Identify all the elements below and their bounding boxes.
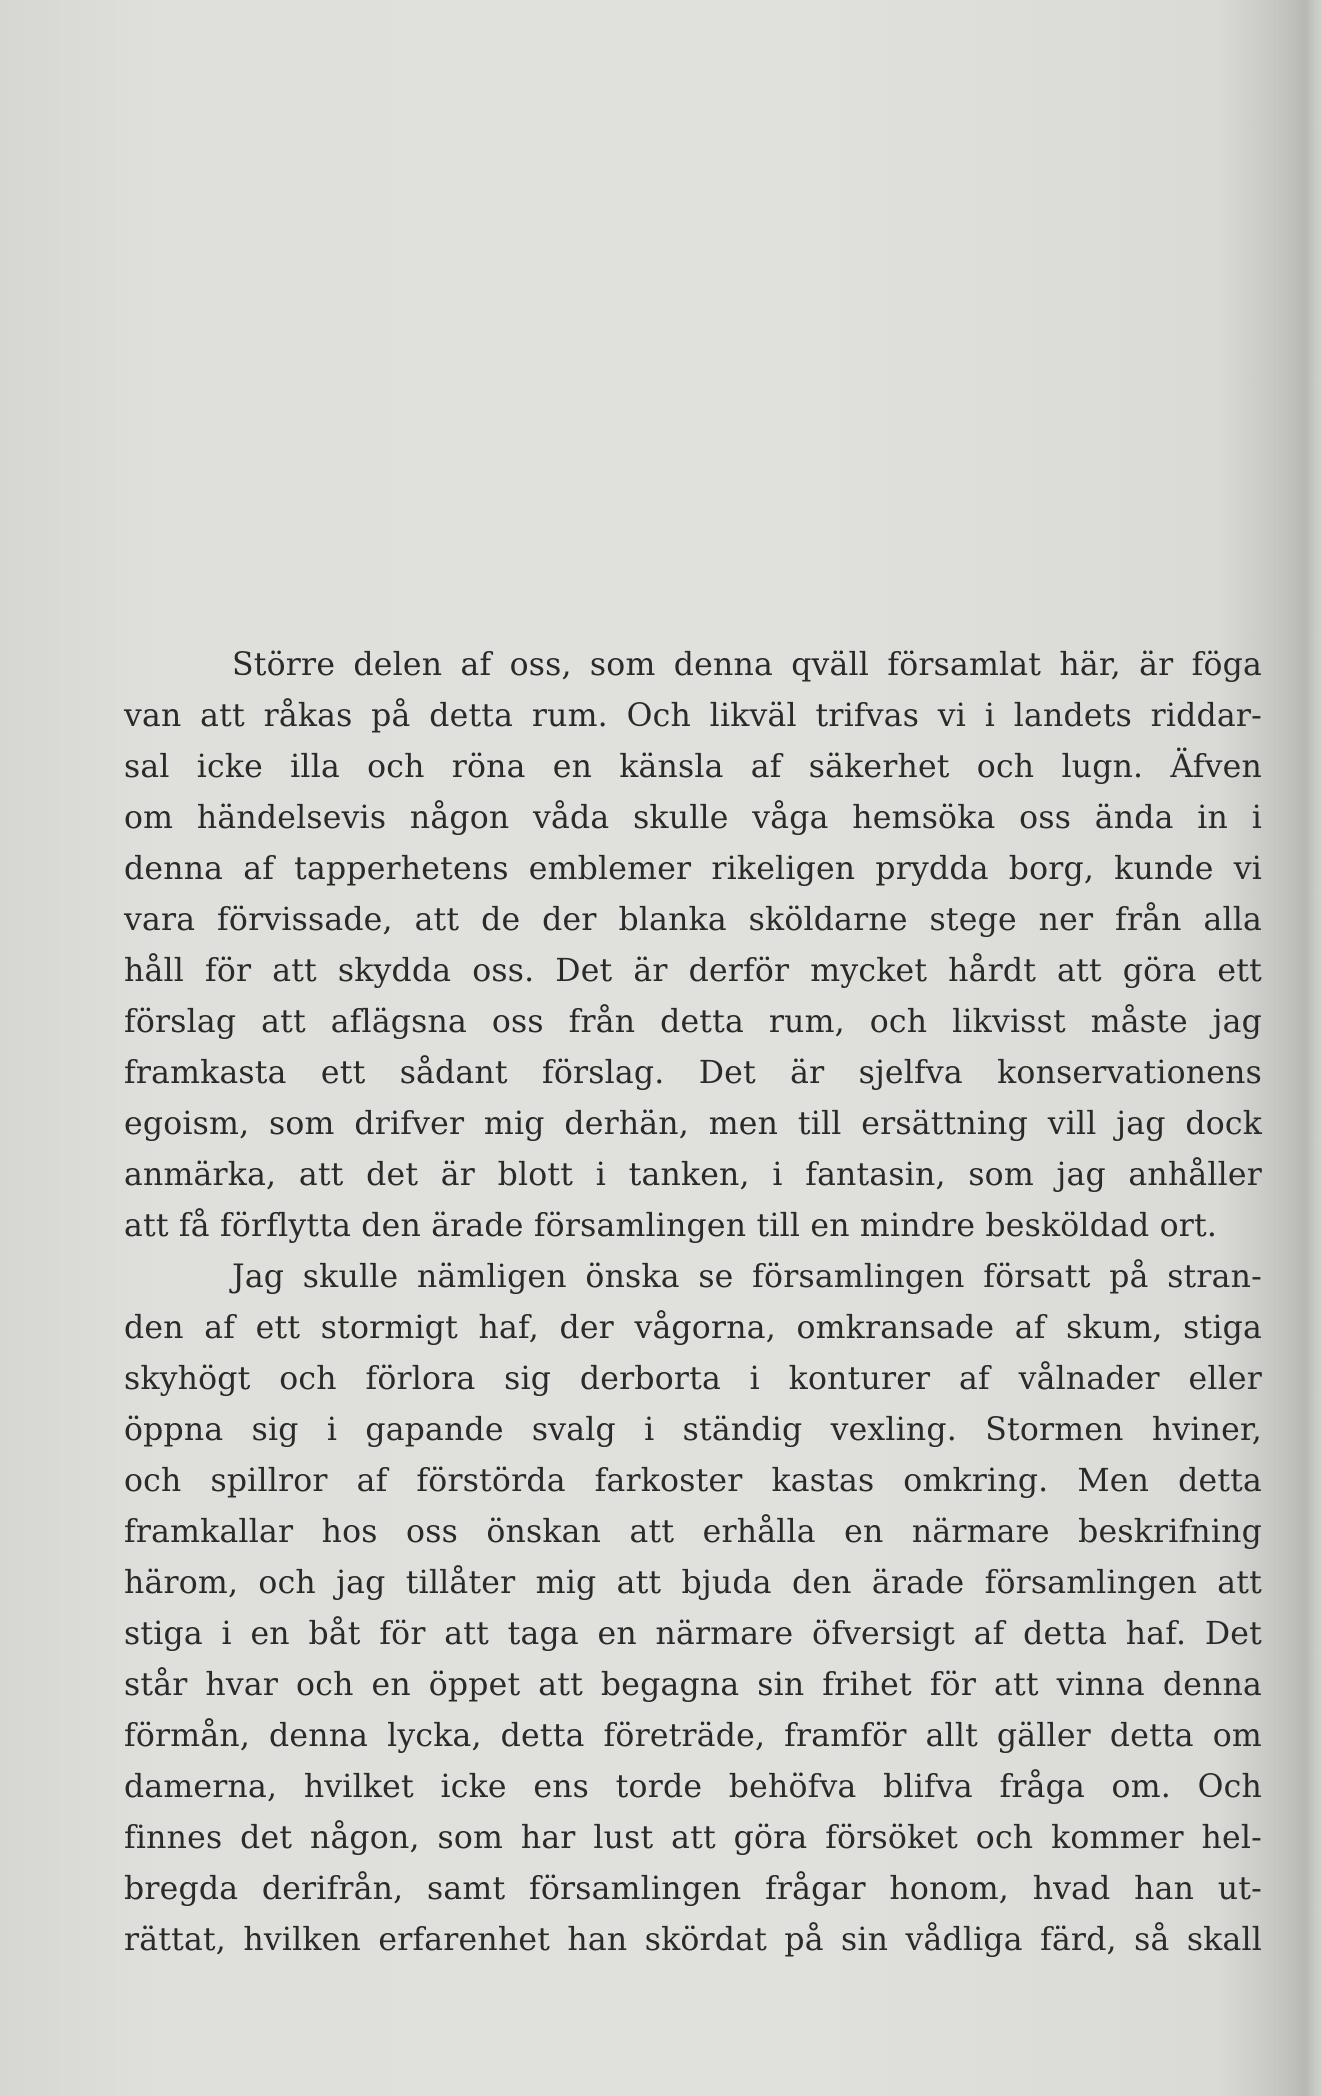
text-line: öppna sig i gapande svalg i ständig vexling. Stormen hviner, — [124, 1412, 1262, 1448]
body-text — [124, 640, 1262, 1966]
text-line: om händelsevis någon våda skulle våga hemsöka oss ända in i — [124, 800, 1262, 836]
text-line: stiga i en båt för att taga en närmare öfversigt af detta haf. Det — [124, 1616, 1262, 1652]
text-line: och spillror af förstörda farkoster kastas omkring. Men detta — [124, 1463, 1262, 1499]
text-line: står hvar och en öppet att begagna sin frihet för att vinna denna — [124, 1667, 1262, 1703]
text-line: anmärka, att det är blott i tanken, i fantasin, som jag anhåller — [124, 1157, 1262, 1193]
text-line: härom, och jag tillåter mig att bjuda den ärade församlingen att — [124, 1565, 1262, 1601]
text-line: vara förvissade, att de der blanka sköldarne stege ner från alla — [124, 902, 1262, 938]
text-line: denna af tapperhetens emblemer rikeligen prydda borg, kunde vi — [124, 851, 1262, 887]
text-line: förslag att aflägsna oss från detta rum, och likvisst måste jag — [124, 1004, 1262, 1040]
text-line: förmån, denna lycka, detta företräde, framför allt gäller detta om — [124, 1718, 1262, 1754]
text-line: skyhögt och förlora sig derborta i konturer af vålnader eller — [124, 1361, 1262, 1397]
text-line: att få förflytta den ärade församlingen till en mindre besköldad ort. — [124, 1208, 1218, 1244]
text-line: finnes det någon, som har lust att göra försöket och kommer hel- — [124, 1820, 1262, 1856]
text-line: egoism, som drifver mig derhän, men till ersättning vill jag dock — [124, 1106, 1262, 1142]
text-line: damerna, hvilket icke ens torde behöfva blifva fråga om. Och — [124, 1769, 1262, 1805]
text-line: framkallar hos oss önskan att erhålla en närmare beskrifning — [124, 1514, 1262, 1550]
text-line: van att råkas på detta rum. Och likväl trifvas vi i landets riddar- — [124, 698, 1262, 734]
text-line: rättat, hvilken erfarenhet han skördat på sin vådliga färd, så skall — [124, 1922, 1262, 1958]
page-edge-shadow — [1296, 0, 1322, 2096]
text-line: den af ett stormigt haf, der vågorna, omkransade af skum, stiga — [124, 1310, 1262, 1346]
text-line: bregda derifrån, samt församlingen frågar honom, hvad han ut- — [124, 1871, 1262, 1907]
text-line: Jag skulle nämligen önska se församlingen försatt på stran- — [232, 1259, 1262, 1295]
text-line: Större delen af oss, som denna qväll församlat här, är föga — [232, 647, 1262, 683]
text-line: framkasta ett sådant förslag. Det är sjelfva konservationens — [124, 1055, 1262, 1091]
text-line: sal icke illa och röna en känsla af säkerhet och lugn. Äfven — [124, 749, 1262, 785]
text-line: håll för att skydda oss. Det är derför mycket hårdt att göra ett — [124, 953, 1262, 989]
